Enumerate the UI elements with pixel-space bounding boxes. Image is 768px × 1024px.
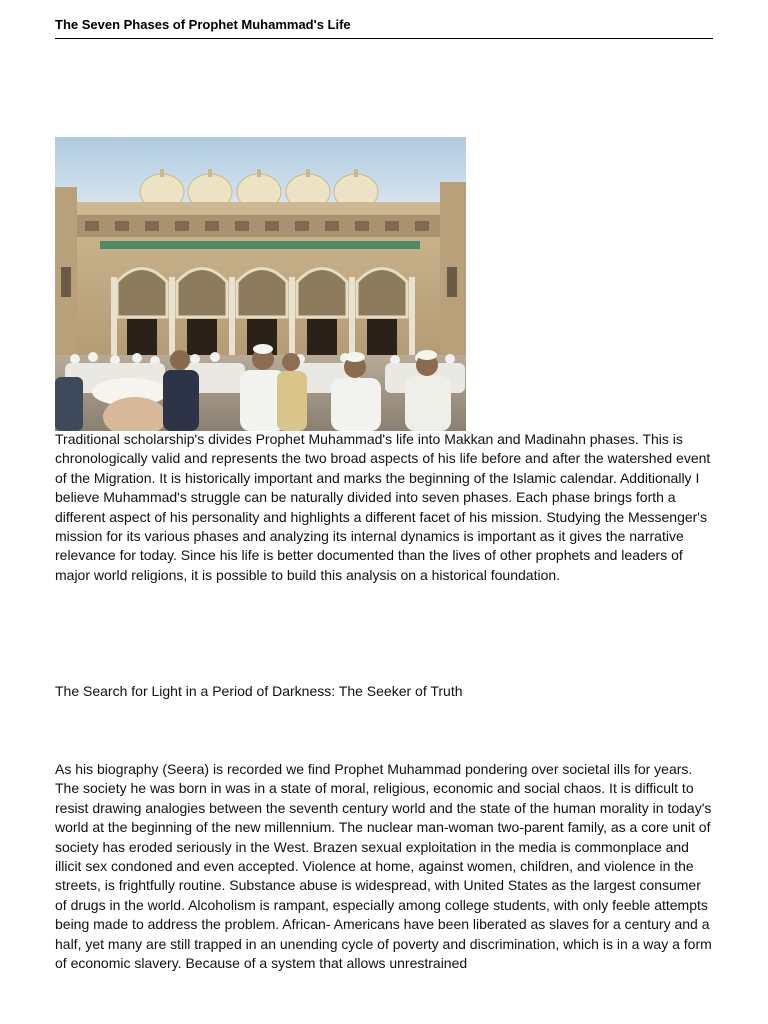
page-header [55, 16, 713, 39]
section-heading: The Search for Light in a Period of Darkness: The Seeker of Truth [55, 683, 463, 699]
body-paragraph: As his biography (Seera) is recorded we find Prophet Muhammad pondering over societal ills for years. The society he was born in was in a state of moral, religious, economic and social chaos. It is difficult to resist drawing analogies between the seventh century world and the state of the human morality in today's world at the beginning of the new millennium. The nuclear man-woman two-parent family, as a core unit of society has eroded seriously in the West. Brazen sexual exploitation in the media is commonplace and illicit sex condoned and even accepted. Violence at home, against women, children, and violence in the streets, is frightfully routine. Substance abuse is widespread, with United States as the largest consumer of drugs in the world. Alcoholism is rampant, especially among college students, with only feeble attempts being made to address the problem. African- Americans have been liberated as slaves for a century and a half, yet many are still trapped in an unending cycle of poverty and discrimination, which is in a way a form of economic slavery. Because of a system that allows unrestrained [55, 761, 712, 972]
mosque-courtyard-photo-icon [55, 137, 466, 431]
mosque-photo [55, 137, 466, 431]
intro-paragraph: Traditional scholarship's divides Prophet Muhammad's life into Makkan and Madinahn phases. This is chronologically valid and represents the two broad aspects of his life before and after the watershed event of the Migration. It is historically important and marks the beginning of the Islamic calendar. Additionally I believe Muhammad's struggle can be naturally divided into seven phases. Each phase brings forth a different aspect of his personality and highlights a different facet of his mission. Studying the Messenger's mission for its various phases and analyzing its internal dynamics is important as it gives the narrative relevance for today. Since his life is better documented than the lives of other prophets and leaders of major world religions, it is possible to build this analysis on a historical foundation. [55, 431, 711, 583]
document-title: The Seven Phases of Prophet Muhammad's Life [55, 17, 351, 32]
